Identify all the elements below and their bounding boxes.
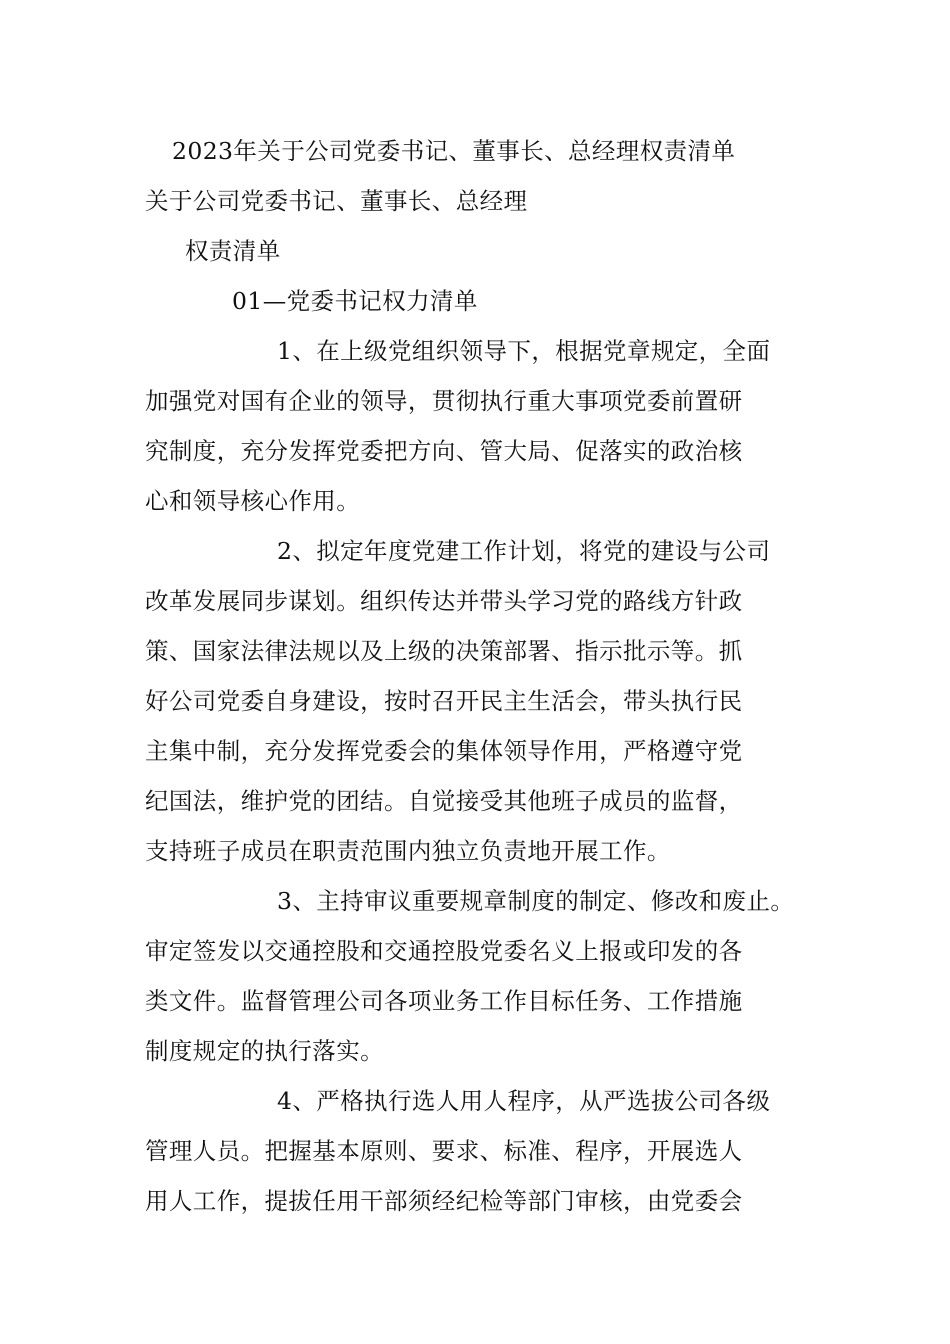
section-heading: 01—党委书记权力清单 [232,287,478,315]
paragraph-1-line-4: 心和领导核心作用。 [145,487,361,515]
paragraph-2-line-1: 2、拟定年度党建工作计划，将党的建设与公司 [277,537,771,565]
paragraph-3-line-1: 3、主持审议重要规章制度的制定、修改和废止。 [277,887,795,915]
paragraph-4-line-1: 4、严格执行选人用人程序，从严选拔公司各级 [277,1087,771,1115]
paragraph-3-line-2: 审定签发以交通控股和交通控股党委名义上报或印发的各 [145,937,743,965]
paragraph-1-line-1: 1、在上级党组织领导下，根据党章规定，全面 [277,337,771,365]
paragraph-2-line-4: 好公司党委自身建设，按时召开民主生活会，带头执行民 [145,687,743,715]
document-title: 2023年关于公司党委书记、董事长、总经理权责清单 [172,137,736,165]
paragraph-1-line-3: 究制度，充分发挥党委把方向、管大局、促落实的政治核 [145,437,743,465]
paragraph-3-line-4: 制度规定的执行落实。 [145,1037,384,1065]
paragraph-1-line-2: 加强党对国有企业的领导，贯彻执行重大事项党委前置研 [145,387,743,415]
paragraph-3-line-3: 类文件。监督管理公司各项业务工作目标任务、工作措施 [145,987,743,1015]
paragraph-4-line-2: 管理人员。把握基本原则、要求、标准、程序，开展选人 [145,1137,743,1165]
paragraph-2-line-3: 策、国家法律法规以及上级的决策部署、指示批示等。抓 [145,637,743,665]
paragraph-4-line-3: 用人工作，提拔任用干部须经纪检等部门审核，由党委会 [145,1187,743,1215]
subtitle-line-2: 权责清单 [185,237,281,265]
paragraph-2-line-2: 改革发展同步谋划。组织传达并带头学习党的路线方针政 [145,587,743,615]
paragraph-2-line-7: 支持班子成员在职责范围内独立负责地开展工作。 [145,837,671,865]
paragraph-2-line-5: 主集中制，充分发挥党委会的集体领导作用，严格遵守党 [145,737,743,765]
paragraph-2-line-6: 纪国法，维护党的团结。自觉接受其他班子成员的监督， [145,787,743,815]
subtitle-line-1: 关于公司党委书记、董事长、总经理 [145,187,528,215]
